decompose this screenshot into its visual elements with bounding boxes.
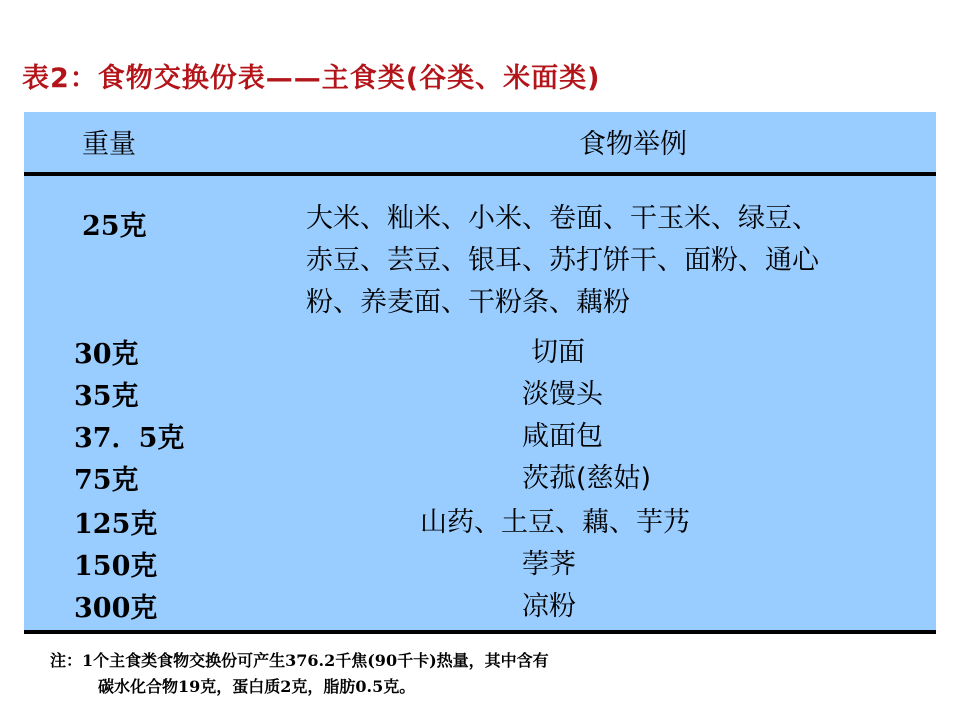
- food-cell: 咸面包: [522, 421, 603, 452]
- weight-cell: 35克: [74, 381, 139, 412]
- header-food-examples: 食物举例: [579, 129, 687, 160]
- footnote: [50, 648, 549, 700]
- header-divider: [24, 172, 936, 176]
- food-cell: 山药、土豆、藕、芋艿: [420, 507, 690, 538]
- page-title: 表2：食物交换份表——主食类(谷类、米面类): [22, 63, 601, 94]
- food-cell: 茨菰(慈姑): [522, 463, 652, 494]
- food-line: 赤豆、芸豆、银耳、苏打饼干、面粉、通心: [306, 245, 819, 276]
- food-line: 大米、籼米、小米、卷面、干玉米、绿豆、: [306, 203, 819, 234]
- footnote-line-2: 碳水化合物19克，蛋白质2克，脂肪0.5克。: [98, 677, 416, 696]
- weight-cell: 25克: [82, 211, 147, 242]
- weight-cell: 150克: [74, 551, 158, 582]
- weight-cell: 125克: [74, 509, 158, 540]
- food-exchange-table: [24, 112, 936, 634]
- food-line: 粉、养麦面、干粉条、藕粉: [306, 287, 630, 318]
- table-bottom-rule: [24, 630, 936, 634]
- footnote-line-1: 注：1个主食类食物交换份可产生376.2千焦(90千卡)热量，其中含有: [50, 651, 549, 670]
- food-cell: [306, 198, 819, 324]
- weight-cell: 300克: [74, 593, 158, 624]
- food-cell: 切面: [531, 337, 585, 368]
- weight-cell: 30克: [74, 339, 139, 370]
- food-cell: 淡馒头: [522, 379, 603, 410]
- header-weight: 重量: [82, 129, 136, 160]
- weight-cell: 37．5克: [74, 423, 185, 454]
- food-cell: 荸荠: [522, 549, 576, 580]
- food-cell: 凉粉: [522, 591, 576, 622]
- weight-cell: 75克: [74, 465, 139, 496]
